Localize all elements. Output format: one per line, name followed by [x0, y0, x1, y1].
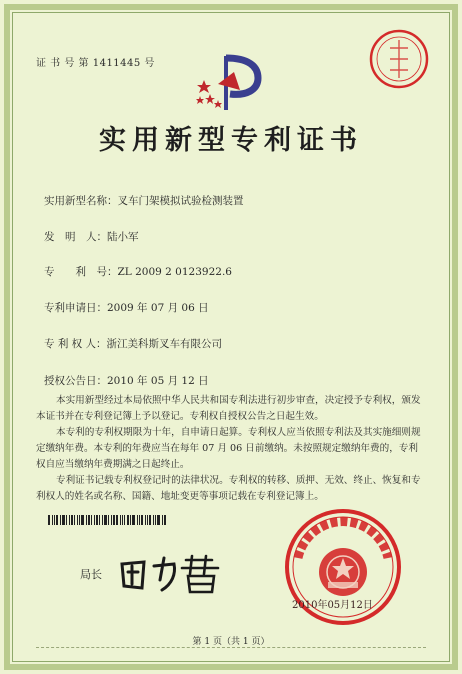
barcode-bar [77, 515, 78, 525]
barcode-bar [116, 515, 118, 525]
barcode-bar [153, 515, 154, 525]
director-signature-icon [116, 550, 226, 596]
barcode-bar [137, 515, 138, 525]
barcode-bar [145, 515, 146, 525]
barcode-bar [139, 515, 140, 525]
printing-seal-icon [368, 28, 430, 90]
barcode-bar [71, 515, 73, 525]
barcode-bar [94, 515, 95, 525]
holder-value: 浙江美科斯叉车有限公司 [106, 338, 223, 350]
barcode-bar [52, 515, 53, 525]
body-paragraph-3: 专利证书记载专利权登记时的法律状况。专利权的转移、质押、无效、终止、恢复和专利权人的姓名或名称、国籍、地址变更等事项记载在专利登记簿上。 [36, 475, 421, 502]
barcode-bar [147, 515, 148, 525]
holder-label: 专 利 权 人： [44, 338, 107, 350]
barcode-bar [102, 515, 103, 525]
barcode-bar [60, 515, 61, 525]
inventor-value: 陆小军 [107, 231, 139, 243]
certificate-title: 实用新型专利证书 [99, 125, 363, 156]
barcode-bar [54, 515, 55, 525]
barcode-bar [104, 515, 107, 525]
patent-number-row [44, 264, 232, 279]
filing-date-label: 专利申请日： [44, 302, 107, 314]
barcode-bar [124, 515, 125, 525]
barcode-bar [99, 515, 100, 525]
barcode-bar [96, 515, 98, 525]
barcode-bar [132, 515, 135, 525]
name-value: 叉车门架模拟试验检测装置 [117, 195, 244, 207]
barcode [48, 515, 176, 525]
barcode-bar [74, 515, 75, 525]
footer-divider [36, 644, 426, 648]
name-label: 实用新型名称： [44, 195, 118, 207]
barcode-bar [79, 515, 80, 525]
barcode-bar [120, 515, 121, 525]
certificate-number: 证 书 号 第 1411445 号 [36, 58, 155, 69]
body-paragraph-1: 本实用新型经过本局依照中华人民共和国专利法进行初步审查，决定授予专利权，颁发本证书并在专利登记簿上予以登记。专利权自授权公告之日起生效。 [36, 395, 421, 422]
barcode-bar [149, 515, 151, 525]
grant-date-label: 授权公告日： [44, 375, 107, 387]
barcode-bar [86, 515, 87, 525]
barcode-bar [127, 515, 129, 525]
barcode-bar [164, 515, 166, 525]
filing-date-value: 2009 年 07 月 06 日 [107, 302, 209, 314]
utility-model-name-row [44, 193, 244, 208]
barcode-bar [155, 515, 156, 525]
patent-office-logo-icon [196, 50, 272, 116]
page-footer: 第 1 页（共 1 页） [192, 637, 270, 647]
barcode-bar [91, 515, 92, 525]
barcode-bar [141, 515, 143, 525]
barcode-bar [108, 515, 109, 525]
barcode-bar [88, 515, 90, 525]
barcode-bar [157, 515, 160, 525]
patent-number-label: 专 利 号： [44, 266, 118, 278]
barcode-bar [62, 515, 65, 525]
barcode-bar [113, 515, 115, 525]
inventor-row [44, 229, 139, 244]
inventor-label: 发 明 人： [44, 231, 107, 243]
certificate-body [36, 393, 424, 505]
body-paragraph-2: 本专利的专利权期限为十年，自申请日起算。专利权人应当依照专利法及其实施细则规定缴纳年费。本专利的年费应当在每年 07 月 06 日前缴纳。未按照规定缴纳年费的，专利权自应当缴纳年费期满之日起终止。 [36, 427, 421, 470]
barcode-bar [81, 515, 84, 525]
barcode-bar [162, 515, 163, 525]
barcode-bar [48, 515, 50, 525]
barcode-bar [111, 515, 112, 525]
barcode-bar [122, 515, 123, 525]
grant-date-row [44, 373, 209, 388]
filing-date-row [44, 300, 209, 315]
patent-number-value: ZL 2009 2 0123922.6 [117, 266, 232, 278]
barcode-bar [69, 515, 70, 525]
barcode-bar [66, 515, 67, 525]
barcode-bar [130, 515, 131, 525]
seal-date: 2010年05月12日 [292, 600, 373, 611]
barcode-bar [56, 515, 58, 525]
patent-holder-row [44, 336, 222, 351]
director-label: 局长 [80, 568, 102, 581]
grant-date-value: 2010 年 05 月 12 日 [107, 375, 209, 387]
